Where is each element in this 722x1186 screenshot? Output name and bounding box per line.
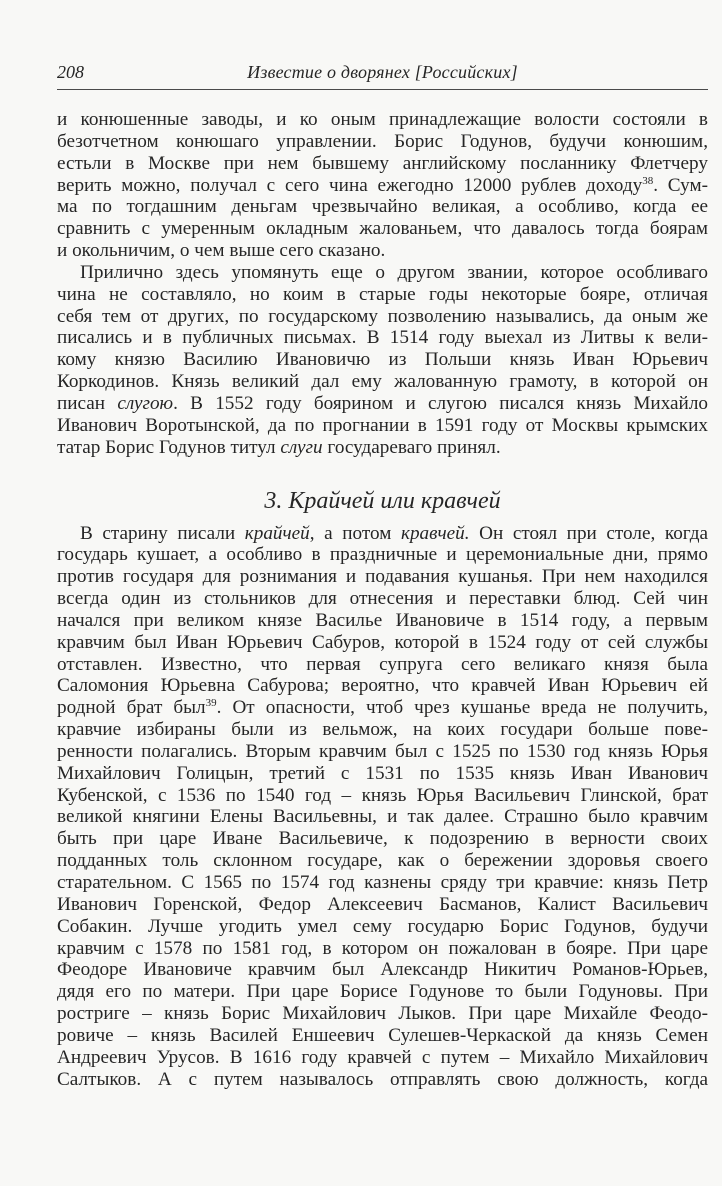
text-line <box>57 741 708 763</box>
page-body <box>57 109 708 1090</box>
text-run: родной брат был <box>57 697 206 719</box>
text-line <box>57 306 708 328</box>
text-run: Иванович Воротынской, да по прогнании в 1591 году от Москвы крымских <box>57 414 708 436</box>
text-run: . В 1552 году боярином и слугою писался князь Михайло <box>173 392 708 414</box>
text-run: Иванович Горенской, Федор Алексеевич Басманов, Калист Васильевич <box>57 893 708 915</box>
text-run: Феодоре Ивановиче кравчим был Александр Никитич Романов-Юрьев, <box>57 959 708 981</box>
text-run: кравчие избираны были из вельмож, на коих государи больше пове- <box>57 719 708 741</box>
text-run: ма по тогдашним деньгам чрезвычайно великая, а особливо, когда ее <box>57 196 708 218</box>
text-line <box>57 1069 708 1091</box>
italic-term: крайчей <box>244 522 310 544</box>
text-run: кравчим с 1578 по 1581 год, в котором он пожалован в бояре. При царе <box>57 937 708 959</box>
text-run: себя тем от других, по государскому позволению назывались, да оным же <box>57 305 708 327</box>
text-line <box>57 828 708 850</box>
text-line <box>57 131 708 153</box>
text-run: государь кушает, а особливо в праздничные и церемониальные дни, прямо <box>57 544 708 566</box>
running-title: Известие о дворянех [Российских] <box>247 62 518 82</box>
text-line <box>57 806 708 828</box>
text-run: естьли в Москве при нем бывшему английскому посланнику Флетчеру <box>57 152 708 174</box>
text-run: начался при великом князе Василье Ивановиче в 1514 году, а первым <box>57 609 708 631</box>
paragraph <box>57 523 708 1091</box>
text-run: и окольничим, о чем выше сего сказано. <box>57 240 386 262</box>
text-line <box>57 175 708 197</box>
italic-term: кравчей. <box>400 522 470 544</box>
text-line <box>57 719 708 741</box>
paragraphs-before-section <box>57 109 708 459</box>
text-line <box>57 371 708 393</box>
paragraph <box>57 109 708 262</box>
text-run: Салтыков. А с путем называлось отправлять свою должность, когда <box>57 1068 708 1090</box>
text-line <box>57 393 708 415</box>
text-run: верить можно, получал с сего чина ежегодно 12000 рублев доходу <box>57 174 643 196</box>
text-line <box>57 284 708 306</box>
text-line <box>57 566 708 588</box>
text-line <box>57 697 708 719</box>
paragraph <box>57 262 708 459</box>
text-line <box>57 1003 708 1025</box>
italic-term: слугою <box>117 392 174 414</box>
text-line <box>57 437 708 459</box>
text-line <box>57 654 708 676</box>
footnote-ref: 38 <box>642 174 654 187</box>
text-run: ростриге – князь Борис Михайлович Лыков. При царе Михайле Феодо- <box>57 1003 708 1025</box>
text-run: . Сум- <box>653 174 708 196</box>
footnote-ref: 39 <box>205 697 217 710</box>
text-line <box>57 327 708 349</box>
text-run: ренности полагались. Вторым кравчим был с 1525 по 1530 год князь Юрья <box>57 740 708 762</box>
text-line <box>57 523 708 545</box>
text-run: старательном. С 1565 по 1574 год казнены сряду три кравчие: князь Петр <box>57 872 708 893</box>
text-line <box>57 872 708 894</box>
text-run: Собакин. Лучше угодить умел сему государю Борис Годунов, будучи <box>57 915 708 937</box>
section-heading: 3. Крайчей или кравчей <box>264 487 501 514</box>
text-line <box>57 415 708 437</box>
text-run: писались и в публичных письмах. В 1514 году выехал из Литвы к вели- <box>57 327 708 349</box>
text-run: сравнить с умеренным окладным жалованьем, что давалось тогда боярам <box>57 218 708 240</box>
text-line <box>57 153 708 175</box>
text-run: и конюшенные заводы, и ко оным принадлежащие волости состояли в <box>57 109 708 130</box>
text-line <box>57 109 708 131</box>
header-rule <box>57 89 708 90</box>
text-run: подданных толь склонном государе, как о бережении здоровья своего <box>57 850 708 872</box>
text-line <box>57 588 708 610</box>
text-line <box>57 262 708 284</box>
text-run: Андреевич Урусов. В 1616 году кравчей с путем – Михайло Михайлович <box>57 1046 708 1068</box>
text-run: Коркодинов. Князь великий дал ему жалованную грамоту, в которой он <box>57 371 708 393</box>
text-run: безотчетном конюшаго управлении. Борис Годунов, будучи конюшим, <box>57 130 708 152</box>
text-line <box>57 349 708 371</box>
text-run: дядя его по матери. При царе Борисе Годунове то были Годуновы. При <box>57 981 708 1003</box>
text-run: кравчим был Иван Юрьевич Сабуров, которой в 1524 году от сей службы <box>57 631 708 653</box>
section-paragraphs <box>57 523 708 1091</box>
text-run: отставлен. Известно, что первая супруга сего великаго князя была <box>57 653 708 675</box>
text-run: государеваго принял. <box>322 436 501 458</box>
text-run: великой княгини Елены Васильевны, и так далее. Страшно было кравчим <box>57 806 708 828</box>
text-line <box>57 632 708 654</box>
text-line <box>57 850 708 872</box>
running-header <box>57 60 708 84</box>
text-line <box>57 916 708 938</box>
text-line <box>57 1047 708 1069</box>
text-run: против государя для рознимания и подавания кушанья. При нем находился <box>57 566 708 588</box>
text-run: быть при царе Иване Васильевиче, к подозрению в верности своих <box>57 828 708 850</box>
text-run: ровиче – князь Василей Еншеевич Сулешев-Черкаской да князь Семен <box>57 1024 708 1046</box>
text-run: писан <box>57 392 118 414</box>
text-line <box>57 544 708 566</box>
italic-term: слуги <box>280 436 323 458</box>
text-line <box>57 894 708 916</box>
text-run: чина не составляло, но коим в старые годы некоторые бояре, отличая <box>57 283 708 305</box>
text-run: Саломония Юрьевна Сабурова; вероятно, что кравчей Иван Юрьевич ей <box>57 675 708 697</box>
text-run: Кубенской, с 1536 по 1540 год – князь Юрья Васильевич Глинской, брат <box>57 784 708 806</box>
text-line <box>57 938 708 960</box>
text-line <box>57 1025 708 1047</box>
text-run: татар Борис Годунов титул <box>57 436 281 458</box>
text-line <box>57 981 708 1003</box>
text-run: кому князю Василию Ивановичю из Польши князь Иван Юрьевич <box>57 349 708 371</box>
text-run: Михайлович Голицын, третий с 1531 по 1535 князь Иван Иванович <box>57 762 708 784</box>
text-line <box>57 959 708 981</box>
text-line <box>57 785 708 807</box>
text-line <box>57 218 708 240</box>
text-run: Он стоял при столе, когда <box>469 522 708 544</box>
text-line <box>57 196 708 218</box>
text-run: всегда один из стольников для отнесения и переставки блюд. Сей чин <box>57 588 708 610</box>
page-number: 208 <box>57 62 84 82</box>
text-line <box>57 240 708 262</box>
text-run: , а потом <box>309 522 401 544</box>
text-run: Прилично здесь упомянуть еще о другом звании, которое особливаго <box>80 261 708 283</box>
text-line <box>57 763 708 785</box>
text-run: . От опасности, чтоб чрез кушанье вреда не получить, <box>216 697 708 719</box>
text-run: В старину писали <box>80 522 245 544</box>
text-line <box>57 610 708 632</box>
text-line <box>57 675 708 697</box>
